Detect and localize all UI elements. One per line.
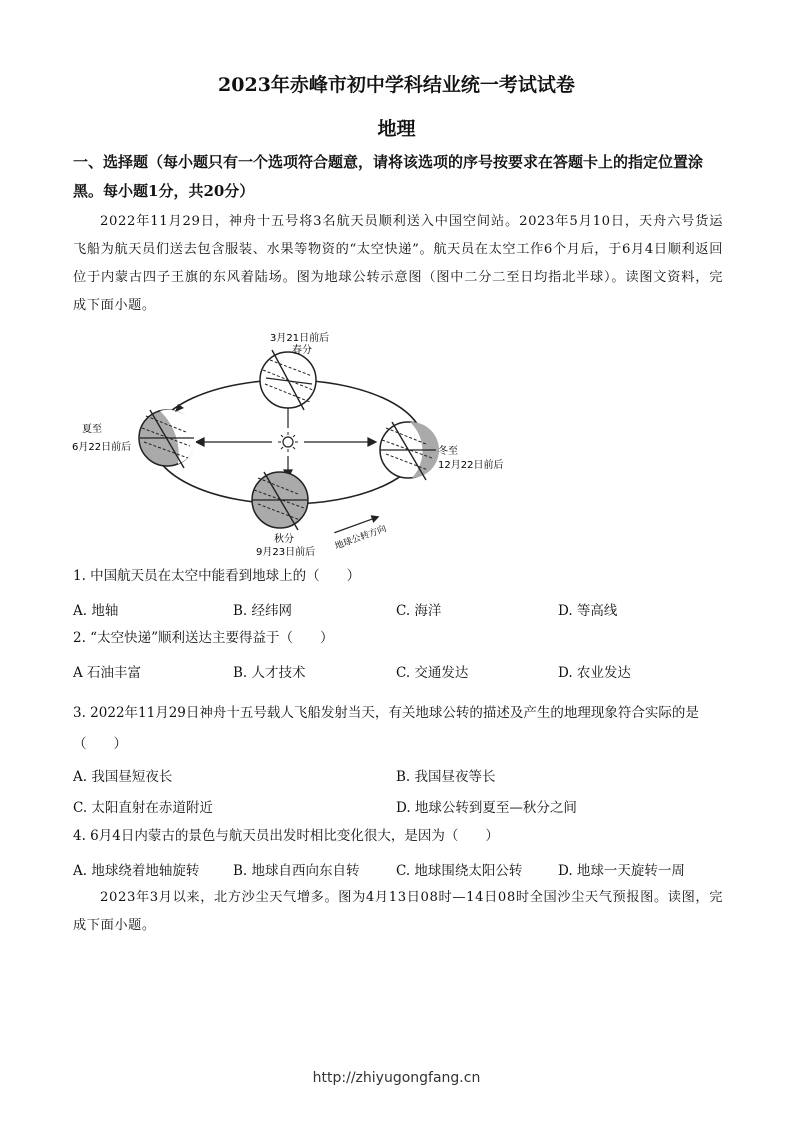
earth-orbit-figure (60, 328, 520, 563)
q4-option-c[interactable]: C. 地球围绕太阳公转 (396, 863, 523, 879)
q1-option-b[interactable]: B. 经纬网 (233, 603, 293, 619)
footer-url: http://zhiyugongfang.cn (312, 1070, 481, 1086)
q2-option-c[interactable]: C. 交通发达 (396, 665, 469, 681)
question-2: 2. “太空快递”顺利送达主要得益于（ ） (73, 630, 334, 646)
q2-option-b[interactable]: B. 人才技术 (233, 665, 306, 681)
label-spring-date: 3月21日前后 (270, 333, 330, 344)
question-2-options (73, 661, 733, 683)
q1-option-d[interactable]: D. 等高线 (558, 603, 618, 619)
earth-winter-solstice (380, 422, 439, 480)
q3-option-a[interactable]: A. 我国昼短夜长 (73, 769, 173, 785)
earth-spring-equinox (259, 350, 316, 410)
label-spring: 春分 (292, 345, 312, 356)
q2-option-d[interactable]: D. 农业发达 (558, 665, 631, 681)
question-3-options-row2 (73, 796, 733, 818)
q4-option-b[interactable]: B. 地球自西向东自转 (233, 863, 360, 879)
question-1-options (73, 599, 733, 621)
question-3-options-row1 (73, 765, 733, 787)
label-summer-date: 6月22日前后 (72, 442, 132, 453)
earth-summer-solstice (139, 404, 196, 468)
question-1: 1. 中国航天员在太空中能看到地球上的（ ） (73, 568, 361, 584)
exam-title: 2023年赤峰市初中学科结业统一考试试卷 (218, 74, 575, 96)
q3-option-d[interactable]: D. 地球公转到夏至—秋分之间 (396, 800, 577, 816)
label-autumn-date: 9月23日前后 (256, 547, 316, 558)
subject-title: 地理 (377, 118, 416, 140)
question-4-options (73, 859, 733, 881)
question-3: 3. 2022年11月29日神舟十五号载人飞船发射当天，有关地球公转的描述及产生的地理现象符合实际的是（ ） (73, 705, 699, 752)
earth-autumn-equinox (252, 472, 308, 530)
q3-option-b[interactable]: B. 我国昼夜等长 (396, 769, 496, 785)
q4-option-d[interactable]: D. 地球一天旋转一周 (558, 863, 685, 879)
question-4: 4. 6月4日内蒙古的景色与航天员出发时相比变化很大，是因为（ ） (73, 828, 499, 844)
q1-option-a[interactable]: A. 地轴 (73, 603, 119, 619)
q3-option-c[interactable]: C. 太阳直射在赤道附近 (73, 800, 213, 816)
revolution-direction (329, 512, 388, 552)
section-heading: 一、选择题（每小题只有一个选项符合题意，请将该选项的序号按要求在答题卡上的指定位置涂黑。每小题1分，共20分） (73, 153, 704, 200)
q4-option-a[interactable]: A. 地球绕着地轴旋转 (73, 863, 200, 879)
passage-2: 2023年3月以来，北方沙尘天气增多。图为4月13日08时—14日08时全国沙尘天气预报图。读图，完成下面小题。 (73, 890, 723, 933)
label-direction: 地球公转方向 (333, 524, 388, 552)
q1-option-c[interactable]: C. 海洋 (396, 603, 442, 619)
q2-option-a[interactable]: A 石油丰富 (73, 665, 142, 681)
label-winter: 冬至 (438, 446, 458, 457)
label-winter-date: 12月22日前后 (438, 460, 504, 471)
label-autumn: 秋分 (274, 534, 294, 545)
label-summer: 夏至 (82, 424, 102, 435)
passage-1: 2022年11月29日，神舟十五号将3名航天员顺利送入中国空间站。2023年5月10日，天舟六号货运飞船为航天员们送去包含服装、水果等物资的“太空快递”。航天员在太空工作6个月后，于6月4日顺利返回位于内蒙古四子王旗的东风着陆场。图为地球公转示意图（图中二分二至日均指北半球）。读图文资料，完成下面小题。 (73, 214, 723, 313)
sun-icon (278, 432, 298, 452)
